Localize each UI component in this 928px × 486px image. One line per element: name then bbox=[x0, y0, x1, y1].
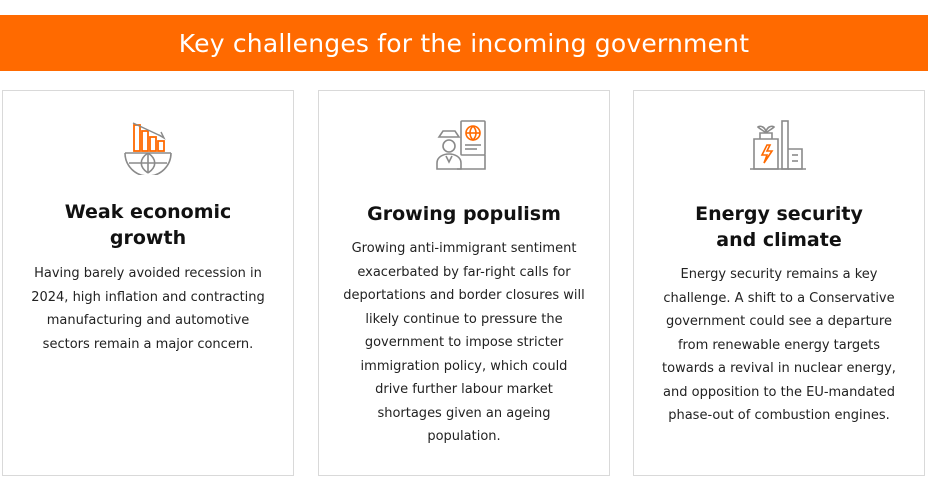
challenge-card-populism bbox=[318, 90, 610, 476]
border-officer-passport-icon bbox=[433, 113, 495, 175]
challenge-card-economic-growth bbox=[2, 90, 294, 476]
card-text: Growing anti-immigrant sentiment exacerbated by far-right calls for deportations and border closures will likely continue to pressure the government to impose stricter immigration policy, which could drive further labour market shortages given an ageing population. bbox=[343, 241, 585, 444]
card-title: Weak economic growth bbox=[64, 201, 232, 249]
page-title: Key challenges for the incoming government bbox=[178, 28, 750, 58]
factory-energy-icon bbox=[748, 113, 810, 175]
globe-bar-chart-decline-icon bbox=[117, 113, 179, 175]
card-title: Growing populism bbox=[367, 203, 561, 225]
challenge-card-energy-climate bbox=[633, 90, 925, 476]
card-text: Energy security remains a key challenge. A shift to a Conservative government could see a departure from renewable energy targets towards a revival in nuclear energy, and opposition to the EU-mandated phase-out of combustion engines. bbox=[662, 267, 896, 423]
title-banner bbox=[0, 15, 928, 71]
card-title: Energy security and climate bbox=[695, 203, 863, 251]
card-text: Having barely avoided recession in 2024, high inflation and contracting manufacturing and automotive sectors remain a major concern. bbox=[31, 266, 265, 352]
